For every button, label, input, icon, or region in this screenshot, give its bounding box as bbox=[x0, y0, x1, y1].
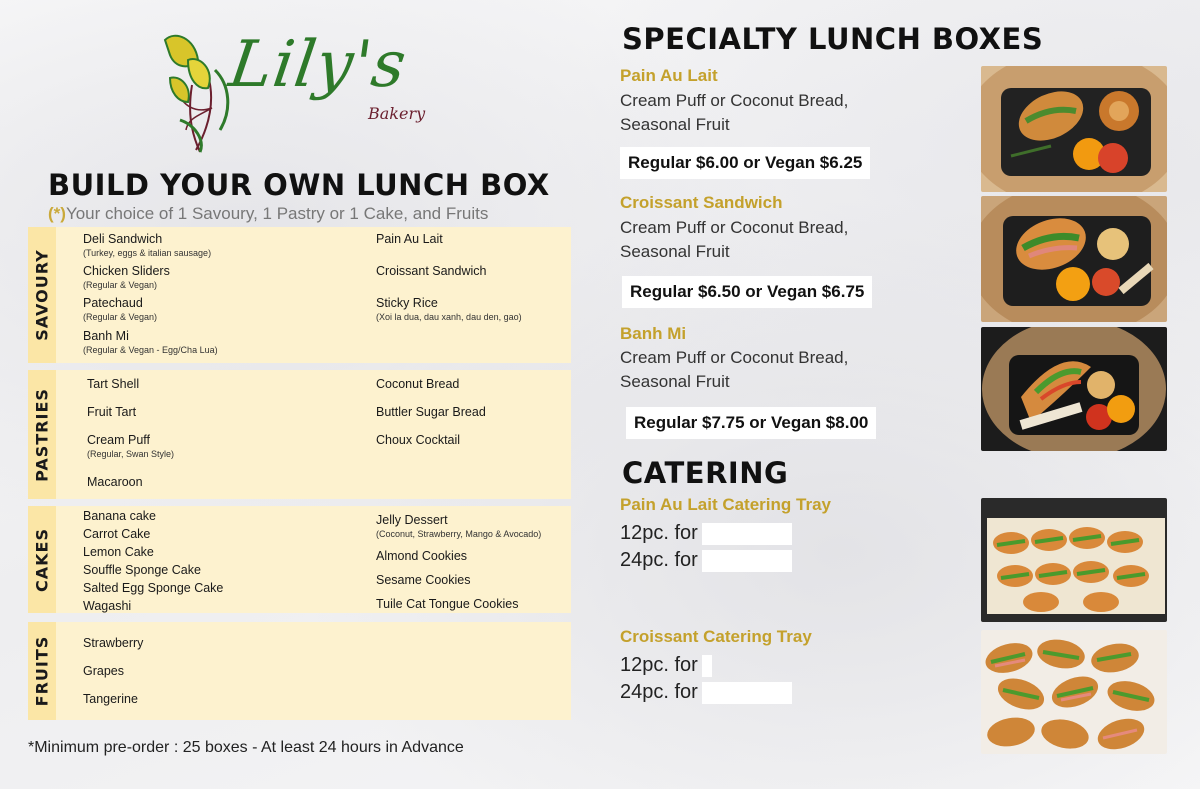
tray-line-text: 24pc. for bbox=[620, 681, 698, 703]
section-pastries bbox=[28, 370, 571, 499]
menu-item bbox=[83, 636, 143, 650]
menu-item-note: (Xoi la dua, dau xanh, dau den, gao) bbox=[376, 312, 522, 322]
box-price: Regular $6.00 or Vegan $6.25 bbox=[620, 147, 870, 179]
section-label-bar bbox=[28, 622, 56, 720]
menu-item bbox=[83, 692, 138, 706]
croissant-tray-photo bbox=[981, 630, 1167, 754]
menu-item bbox=[83, 545, 154, 559]
menu-item-name: Chicken Sliders bbox=[83, 264, 170, 278]
tray-name: Pain Au Lait Catering Tray bbox=[620, 495, 831, 514]
menu-item bbox=[83, 232, 211, 258]
box-price: Regular $7.75 or Vegan $8.00 bbox=[626, 407, 876, 439]
menu-item bbox=[83, 664, 124, 678]
section-label-bar bbox=[28, 370, 56, 499]
menu-item-note: (Regular, Swan Style) bbox=[87, 449, 175, 459]
tray-line-text: 12pc. for bbox=[620, 654, 698, 676]
tray-name: Croissant Catering Tray bbox=[620, 627, 812, 646]
asterisk-mark-icon: (*) bbox=[48, 204, 66, 223]
menu-item-name: Croissant Sandwich bbox=[376, 264, 487, 278]
tray-price-line bbox=[620, 654, 712, 677]
box-name: Pain Au Lait bbox=[620, 66, 718, 85]
menu-item bbox=[83, 264, 170, 290]
menu-item bbox=[376, 377, 459, 391]
menu-item-name: Banh Mi bbox=[83, 329, 129, 343]
menu-item-note: (Regular & Vegan) bbox=[83, 312, 158, 322]
menu-item bbox=[87, 405, 136, 419]
section-fruits bbox=[28, 622, 571, 720]
menu-item-name: Jelly Dessert bbox=[376, 513, 448, 527]
box-desc-line: Seasonal Fruit bbox=[620, 372, 730, 391]
section-label-bar bbox=[28, 506, 56, 613]
box-description bbox=[620, 89, 848, 137]
menu-item bbox=[83, 329, 218, 355]
menu-item bbox=[83, 296, 157, 322]
menu-item bbox=[376, 264, 486, 278]
box-price: Regular $6.50 or Vegan $6.75 bbox=[622, 276, 872, 308]
logo-subtitle: Bakery bbox=[368, 104, 426, 123]
menu-item bbox=[83, 509, 156, 523]
menu-item bbox=[83, 527, 150, 541]
build-lunch-box-title: BUILD YOUR OWN LUNCH BOX bbox=[48, 168, 550, 202]
menu-item-note: (Regular & Vegan - Egg/Cha Lua) bbox=[83, 345, 218, 355]
pain-au-lait-tray-photo bbox=[981, 498, 1167, 622]
menu-item bbox=[83, 599, 131, 613]
box-description bbox=[620, 216, 848, 264]
menu-item-name: Sticky Rice bbox=[376, 296, 438, 310]
menu-item-name: Strawberry bbox=[83, 636, 144, 650]
menu-item bbox=[376, 232, 443, 246]
menu-item-name: Tuile Cat Tongue Cookies bbox=[376, 597, 519, 611]
redacted-price bbox=[702, 655, 712, 677]
menu-item bbox=[83, 563, 201, 577]
section-savoury bbox=[28, 227, 571, 363]
redacted-price bbox=[702, 550, 792, 572]
menu-item bbox=[87, 433, 174, 459]
menu-item-name: Deli Sandwich bbox=[83, 232, 163, 246]
menu-item bbox=[83, 581, 223, 595]
box-description bbox=[620, 346, 848, 394]
redacted-price bbox=[702, 523, 792, 545]
redacted-price bbox=[702, 682, 792, 704]
menu-item-name: Banana cake bbox=[83, 509, 156, 523]
box-name: Banh Mi bbox=[620, 324, 687, 343]
banh-mi-box-photo bbox=[981, 327, 1167, 451]
subtitle-text: Your choice of 1 Savoury, 1 Pastry or 1 Cake, and Fruits bbox=[65, 204, 489, 223]
menu-item-name: Macaroon bbox=[87, 475, 143, 489]
menu-item-name: Coconut Bread bbox=[376, 377, 460, 391]
box-desc-line: Cream Puff or Coconut Bread, bbox=[620, 91, 849, 110]
menu-item-note: (Coconut, Strawberry, Mango & Avocado) bbox=[376, 529, 542, 539]
tray-line-text: 12pc. for bbox=[620, 522, 698, 544]
menu-item-name: Tangerine bbox=[83, 692, 138, 706]
croissant-sandwich-box-photo bbox=[981, 196, 1167, 322]
menu-item-name: Choux Cocktail bbox=[376, 433, 461, 447]
menu-item-name: Lemon Cake bbox=[83, 545, 154, 559]
menu-item-name: Grapes bbox=[83, 664, 124, 678]
section-label: PASTRIES bbox=[32, 387, 52, 482]
menu-item bbox=[376, 433, 460, 447]
menu-item bbox=[376, 549, 467, 563]
tray-line-text: 24pc. for bbox=[620, 549, 698, 571]
menu-item-name: Buttler Sugar Bread bbox=[376, 405, 486, 419]
section-label-bar bbox=[28, 227, 56, 363]
menu-item bbox=[376, 513, 541, 539]
menu-item-name: Almond Cookies bbox=[376, 549, 468, 563]
menu-item bbox=[87, 377, 139, 391]
tray-price-line bbox=[620, 681, 792, 704]
catering-title: CATERING bbox=[622, 456, 789, 490]
box-desc-line: Cream Puff or Coconut Bread, bbox=[620, 348, 849, 367]
section-label: CAKES bbox=[32, 527, 52, 592]
pain-au-lait-box-photo bbox=[981, 66, 1167, 192]
menu-item-name: Sesame Cookies bbox=[376, 573, 471, 587]
logo-script-text: Lily's bbox=[224, 28, 412, 102]
box-desc-line: Seasonal Fruit bbox=[620, 115, 730, 134]
menu-item-note: (Turkey, eggs & italian sausage) bbox=[83, 248, 212, 258]
menu-item-name: Fruit Tart bbox=[87, 405, 137, 419]
section-cakes bbox=[28, 506, 571, 613]
menu-item bbox=[376, 597, 518, 611]
menu-item bbox=[376, 573, 471, 587]
section-label: FRUITS bbox=[32, 635, 52, 707]
menu-item-name: Tart Shell bbox=[87, 377, 140, 391]
box-desc-line: Cream Puff or Coconut Bread, bbox=[620, 218, 849, 237]
build-lunch-box-subtitle bbox=[48, 204, 488, 224]
box-name: Croissant Sandwich bbox=[620, 193, 783, 212]
box-desc-line: Seasonal Fruit bbox=[620, 242, 730, 261]
minimum-order-note: *Minimum pre-order : 25 boxes - At least 24 hours in Advance bbox=[28, 739, 464, 756]
menu-item-name: Cream Puff bbox=[87, 433, 150, 447]
menu-item-name: Salted Egg Sponge Cake bbox=[83, 581, 224, 595]
menu-item-name: Carrot Cake bbox=[83, 527, 151, 541]
specialty-title: SPECIALTY LUNCH BOXES bbox=[622, 22, 1044, 56]
tray-price-line bbox=[620, 549, 792, 572]
menu-item bbox=[376, 405, 486, 419]
menu-item-name: Wagashi bbox=[83, 599, 132, 613]
menu-item-name: Patechaud bbox=[83, 296, 143, 310]
menu-item bbox=[376, 296, 522, 322]
tray-price-line bbox=[620, 522, 792, 545]
section-label: SAVOURY bbox=[32, 249, 52, 341]
menu-item-name: Souffle Sponge Cake bbox=[83, 563, 201, 577]
menu-item-note: (Regular & Vegan) bbox=[83, 280, 158, 290]
menu-item-name: Pain Au Lait bbox=[376, 232, 443, 246]
menu-item bbox=[87, 475, 143, 489]
